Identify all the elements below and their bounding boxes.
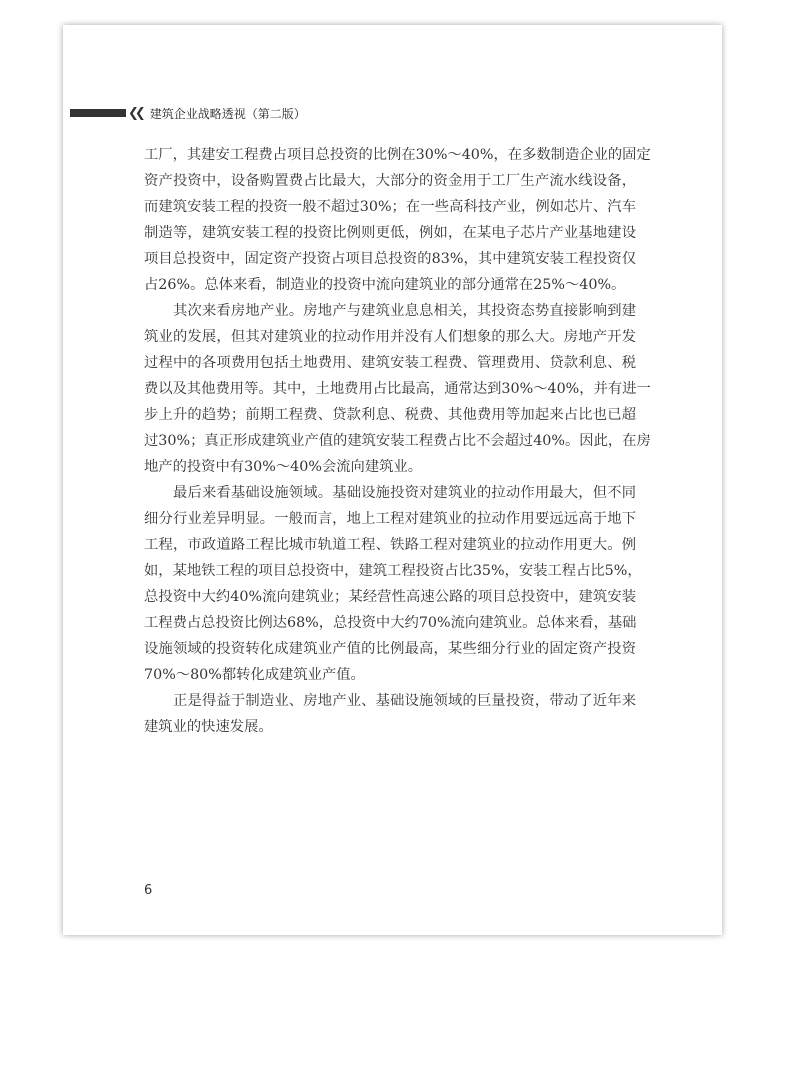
book-page xyxy=(63,25,722,935)
text-line: 工程费占总投资比例达68%，总投资中大约70%流向建筑业。总体来看，基础 xyxy=(144,615,637,631)
text-line: 筑业的发展，但其对建筑业的拉动作用并没有人们想象的那么大。房地产开发 xyxy=(144,329,636,345)
text-line: 70%～80%都转化成建筑业产值。 xyxy=(144,667,365,683)
paragraph xyxy=(144,688,636,740)
text-line: 其次来看房地产业。房地产与建筑业息息相关，其投资态势直接影响到建 xyxy=(173,303,636,319)
book-title: 建筑企业战略透视（第二版） xyxy=(149,106,306,121)
text-line: 过30%；真正形成建筑业产值的建筑安装工程费占比不会超过40%。因此，在房 xyxy=(144,433,651,449)
text-line: 而建筑安装工程的投资一般不超过30%；在一些高科技产业，例如芯片、汽车 xyxy=(144,199,636,215)
text-line: 设施领域的投资转化成建筑业产值的比例最高，某些细分行业的固定资产投资 xyxy=(144,641,636,657)
page-number: 6 xyxy=(144,883,153,898)
text-line: 费以及其他费用等。其中，土地费用占比最高，通常达到30%～40%，并有进一 xyxy=(144,381,651,397)
text-line: 工程，市政道路工程比城市轨道工程、铁路工程对建筑业的拉动作用更大。例 xyxy=(144,537,636,553)
text-line: 过程中的各项费用包括土地费用、建筑安装工程费、管理费用、贷款利息、税 xyxy=(144,355,636,371)
text-line: 建筑业的快速发展。 xyxy=(144,719,273,735)
text-line: 地产的投资中有30%～40%会流向建筑业。 xyxy=(144,459,423,475)
text-line: 如，某地铁工程的项目总投资中，建筑工程投资占比35%，安装工程占比5%， xyxy=(144,563,642,579)
text-line: 制造等，建筑安装工程的投资比例则更低，例如，在某电子芯片产业基地建设 xyxy=(144,225,636,241)
text-line: 总投资中大约40%流向建筑业；某经营性高速公路的项目总投资中，建筑安装 xyxy=(144,589,636,605)
text-line: 步上升的趋势；前期工程费、贷款利息、税费、其他费用等加起来占比也已超 xyxy=(144,407,636,423)
paragraph xyxy=(144,480,642,688)
double-chevron-left-icon: ❮❮ xyxy=(128,105,142,121)
text-line: 工厂，其建安工程费占项目总投资的比例在30%～40%，在多数制造企业的固定 xyxy=(144,147,651,163)
paragraph xyxy=(144,142,651,298)
body-text xyxy=(144,142,651,740)
paragraph xyxy=(144,298,651,480)
running-header xyxy=(70,105,306,121)
text-line: 占26%。总体来看，制造业的投资中流向建筑业的部分通常在25%～40%。 xyxy=(144,277,626,293)
text-line: 资产投资中，设备购置费占比最大，大部分的资金用于工厂生产流水线设备， xyxy=(144,173,636,189)
header-bar xyxy=(70,109,126,117)
text-line: 项目总投资中，固定资产投资占项目总投资的83%，其中建筑安装工程投资仅 xyxy=(144,251,636,267)
text-line: 正是得益于制造业、房地产业、基础设施领域的巨量投资，带动了近年来 xyxy=(173,693,636,709)
text-line: 最后来看基础设施领域。基础设施投资对建筑业的拉动作用最大，但不同 xyxy=(173,485,636,501)
text-line: 细分行业差异明显。一般而言，地上工程对建筑业的拉动作用要远远高于地下 xyxy=(144,511,636,527)
